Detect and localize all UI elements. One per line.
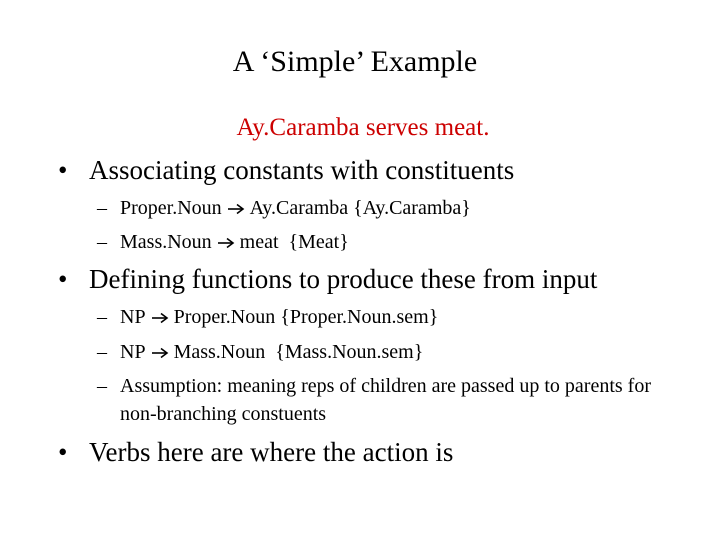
dash-marker: – [97, 306, 107, 328]
slide-title: A ‘Simple’ Example [232, 45, 478, 78]
bullet-dot: • [58, 155, 68, 185]
rule-left: NP [120, 306, 146, 328]
dash-marker: – [97, 375, 107, 397]
rule-right: Proper.Noun {Proper.Noun.sem} [173, 306, 439, 328]
dash-marker: – [97, 341, 107, 363]
sub-item [97, 228, 660, 256]
right-arrow-icon [151, 347, 169, 359]
dash-marker: – [97, 197, 107, 219]
example-sentence: Ay.Caramba serves meat. [236, 114, 490, 141]
bullet-text: Associating constants with constituents [89, 155, 515, 185]
sub-item [97, 194, 660, 222]
right-arrow-icon [217, 237, 235, 249]
rule-left: Mass.Noun [120, 231, 212, 253]
right-arrow-icon [227, 203, 245, 215]
rule-text [120, 194, 660, 222]
rule-right: Ay.Caramba {Ay.Caramba} [249, 197, 471, 219]
bullet-text: Defining functions to produce these from input [89, 264, 598, 294]
assumption-text: Assumption: meaning reps of children are passed up to parents for non-branching constuents [120, 375, 651, 425]
dash-marker: – [97, 231, 107, 253]
bullet-dot: • [58, 264, 68, 294]
rule-left: NP [120, 341, 146, 363]
rule-left: Proper.Noun [120, 197, 222, 219]
rule-text [120, 228, 660, 256]
bullet-text: Verbs here are where the action is [89, 437, 454, 467]
bullet-item [58, 262, 597, 296]
sub-item [97, 372, 660, 428]
rule-text [120, 303, 660, 331]
bullet-dot: • [58, 437, 68, 467]
sub-item [97, 338, 660, 366]
rule-text [120, 338, 660, 366]
right-arrow-icon [151, 312, 169, 324]
rule-right: Mass.Noun {Mass.Noun.sem} [173, 341, 424, 363]
sub-item [97, 303, 660, 331]
bullet-item [58, 435, 453, 469]
bullet-item [58, 153, 514, 187]
rule-right: meat {Meat} [239, 231, 349, 253]
